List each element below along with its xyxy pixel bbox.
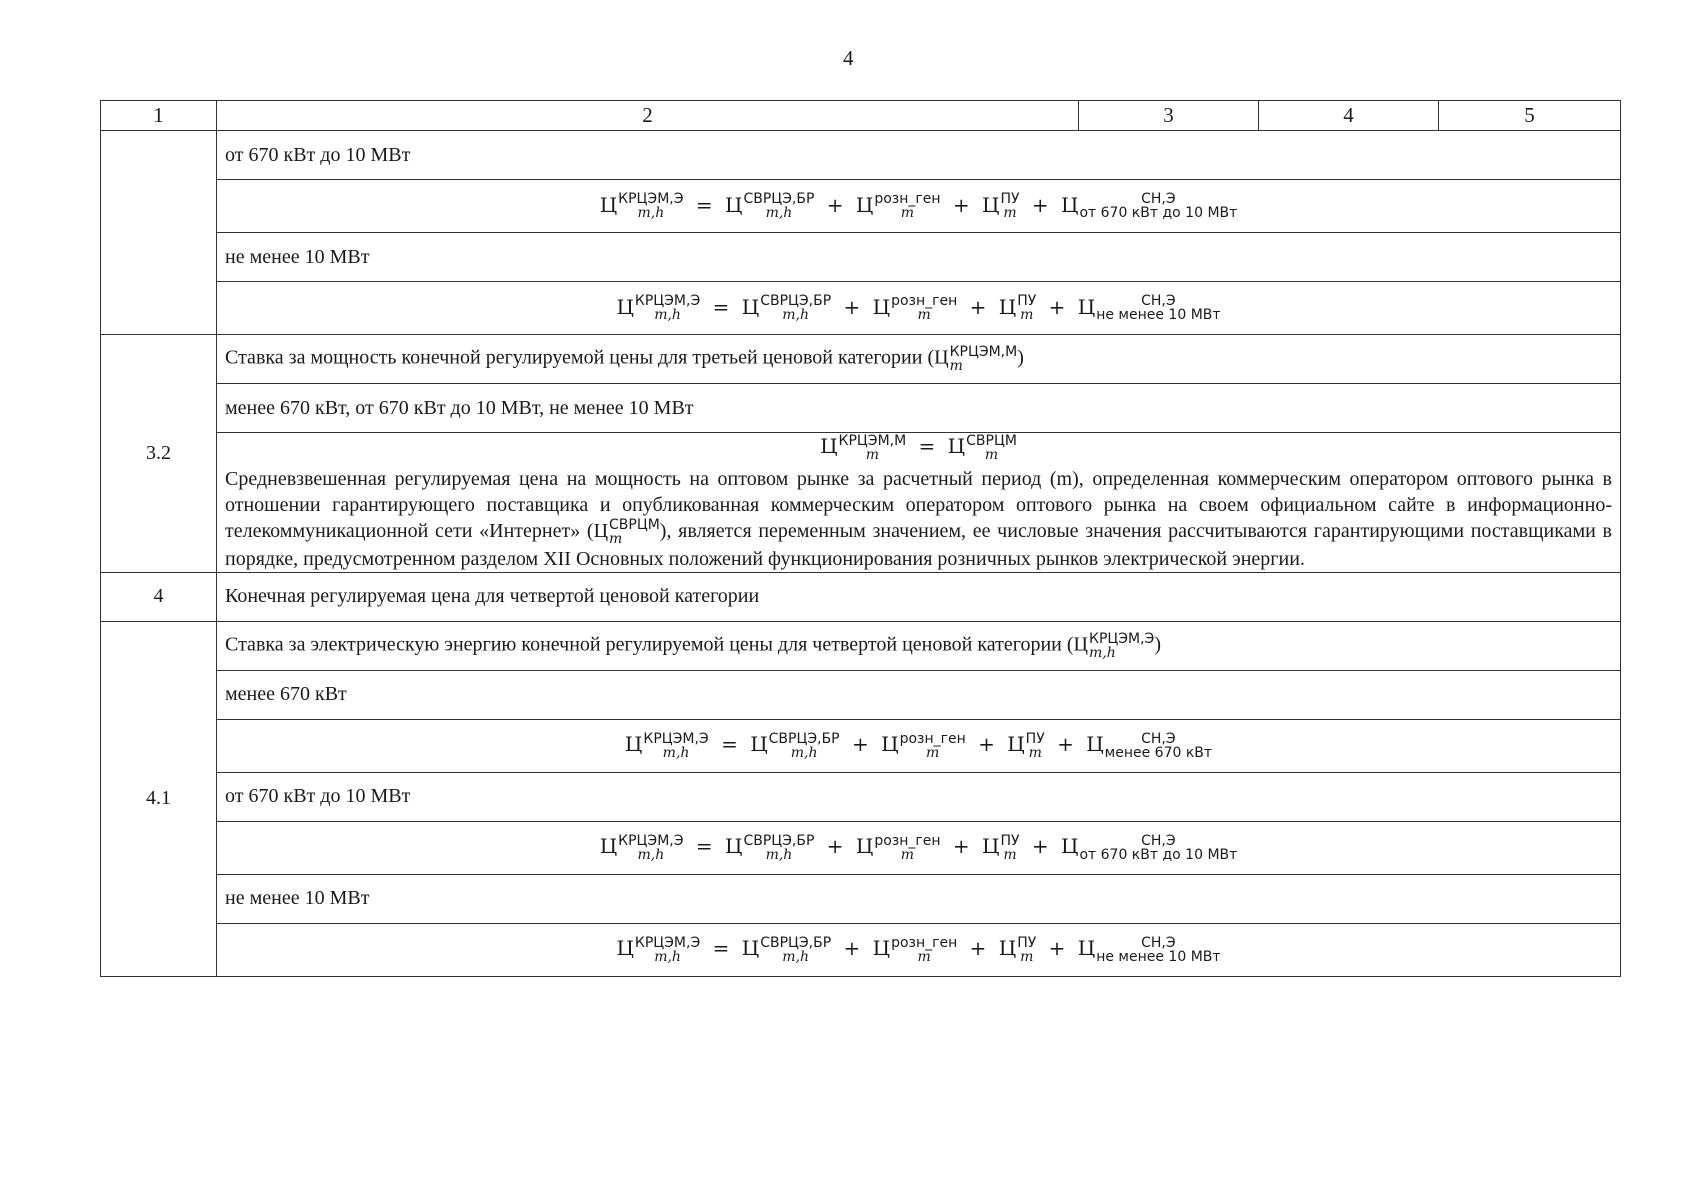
table-row: [101, 670, 1621, 719]
header-col-5: 5: [1439, 101, 1621, 131]
formula-row: [217, 719, 1621, 772]
table-row: [101, 874, 1621, 923]
price-formula: Ц КРЦЭМ,Э m,h = Ц СВРЦЭ,БР m,h + Ц розн_ген m + Ц ПУ m + Ц СН,Э не менее 10 МВт: [616, 934, 1221, 965]
range-label: не менее 10 МВт: [217, 233, 1621, 282]
table-row: [101, 335, 1621, 384]
range-label: не менее 10 МВт: [217, 874, 1621, 923]
header-col-2: 2: [217, 101, 1079, 131]
table-row: [101, 384, 1621, 433]
price-formula: Ц КРЦЭМ,Э m,h = Ц СВРЦЭ,БР m,h + Ц розн_ген m + Ц ПУ m + Ц СН,Э не менее 10 МВт: [616, 293, 1221, 323]
price-formula: Ц КРЦЭМ,М m = Ц СВРЦМ m: [820, 432, 1017, 463]
price-formula: Ц КРЦЭМ,Э m,h = Ц СВРЦЭ,БР m,h + Ц розн_ген m + Ц ПУ m + Ц СН,Э от 670 кВт до 10 МВт: [599, 191, 1238, 221]
description-cell: [217, 433, 1621, 573]
table-row: [101, 719, 1621, 772]
header-row: [101, 101, 1621, 131]
range-label: менее 670 кВт: [217, 670, 1621, 719]
table-row: [101, 180, 1621, 233]
range-label: от 670 кВт до 10 МВт: [217, 772, 1621, 821]
header-col-1: 1: [101, 101, 217, 131]
table-row: [101, 821, 1621, 874]
table-row: [101, 233, 1621, 282]
section-title: Ставка за мощность конечной регулируемой цены для третьей ценовой категории (Ц КРЦЭМ,М m ): [217, 335, 1621, 384]
formula-row: [217, 923, 1621, 976]
page-number: 4: [843, 46, 854, 70]
formula-row: [217, 821, 1621, 874]
section-title: Ставка за электрическую энергию конечной регулируемой цены для четвертой ценовой категории (Ц КРЦЭМ,Э m,h ): [217, 621, 1621, 670]
section-title: Конечная регулируемая цена для четвертой ценовой категории: [217, 572, 1621, 621]
price-formula: Ц КРЦЭМ,Э m,h = Ц СВРЦЭ,БР m,h + Ц розн_ген m + Ц ПУ m + Ц СН,Э менее 670 кВт: [624, 730, 1213, 761]
formula-row: [217, 180, 1621, 233]
header-col-4: 4: [1259, 101, 1439, 131]
row-index: 4: [101, 572, 217, 621]
price-formula: Ц КРЦЭМ,Э m,h = Ц СВРЦЭ,БР m,h + Ц розн_ген m + Ц ПУ m + Ц СН,Э от 670 кВт до 10 МВт: [599, 832, 1238, 863]
range-label: от 670 кВт до 10 МВт: [217, 131, 1621, 180]
row-index: 3.2: [101, 335, 217, 573]
table-row: [101, 923, 1621, 976]
range-label: менее 670 кВт, от 670 кВт до 10 МВт, не менее 10 МВт: [217, 384, 1621, 433]
row-index-empty: [101, 131, 217, 335]
description-text: Средневзвешенная регулируемая цена на мощность на оптовом рынке за расчетный период (m), определенная коммерческим оператором оптового рынка в отношении гарантирующего поставщика и опубликованная коммерческим оператором оптового рынка на своем официальном сайте в информационно-телекоммуникационной сети «Интернет» (Ц СВРЦМ m ), является переменным значением, ее числовые значения рассчитываются гарантирующими поставщиками в порядке, предусмотренном разделом XII Основных положений функционирования розничных рынков электрической энергии.: [225, 467, 1612, 570]
table-row: [101, 572, 1621, 621]
table-row: [101, 282, 1621, 335]
table-row: [101, 433, 1621, 573]
table-row: [101, 621, 1621, 670]
header-col-3: 3: [1079, 101, 1259, 131]
formula-row: [217, 282, 1621, 335]
row-index: 4.1: [101, 621, 217, 976]
tariff-table: [100, 100, 1621, 977]
table-row: [101, 131, 1621, 180]
table-row: [101, 772, 1621, 821]
